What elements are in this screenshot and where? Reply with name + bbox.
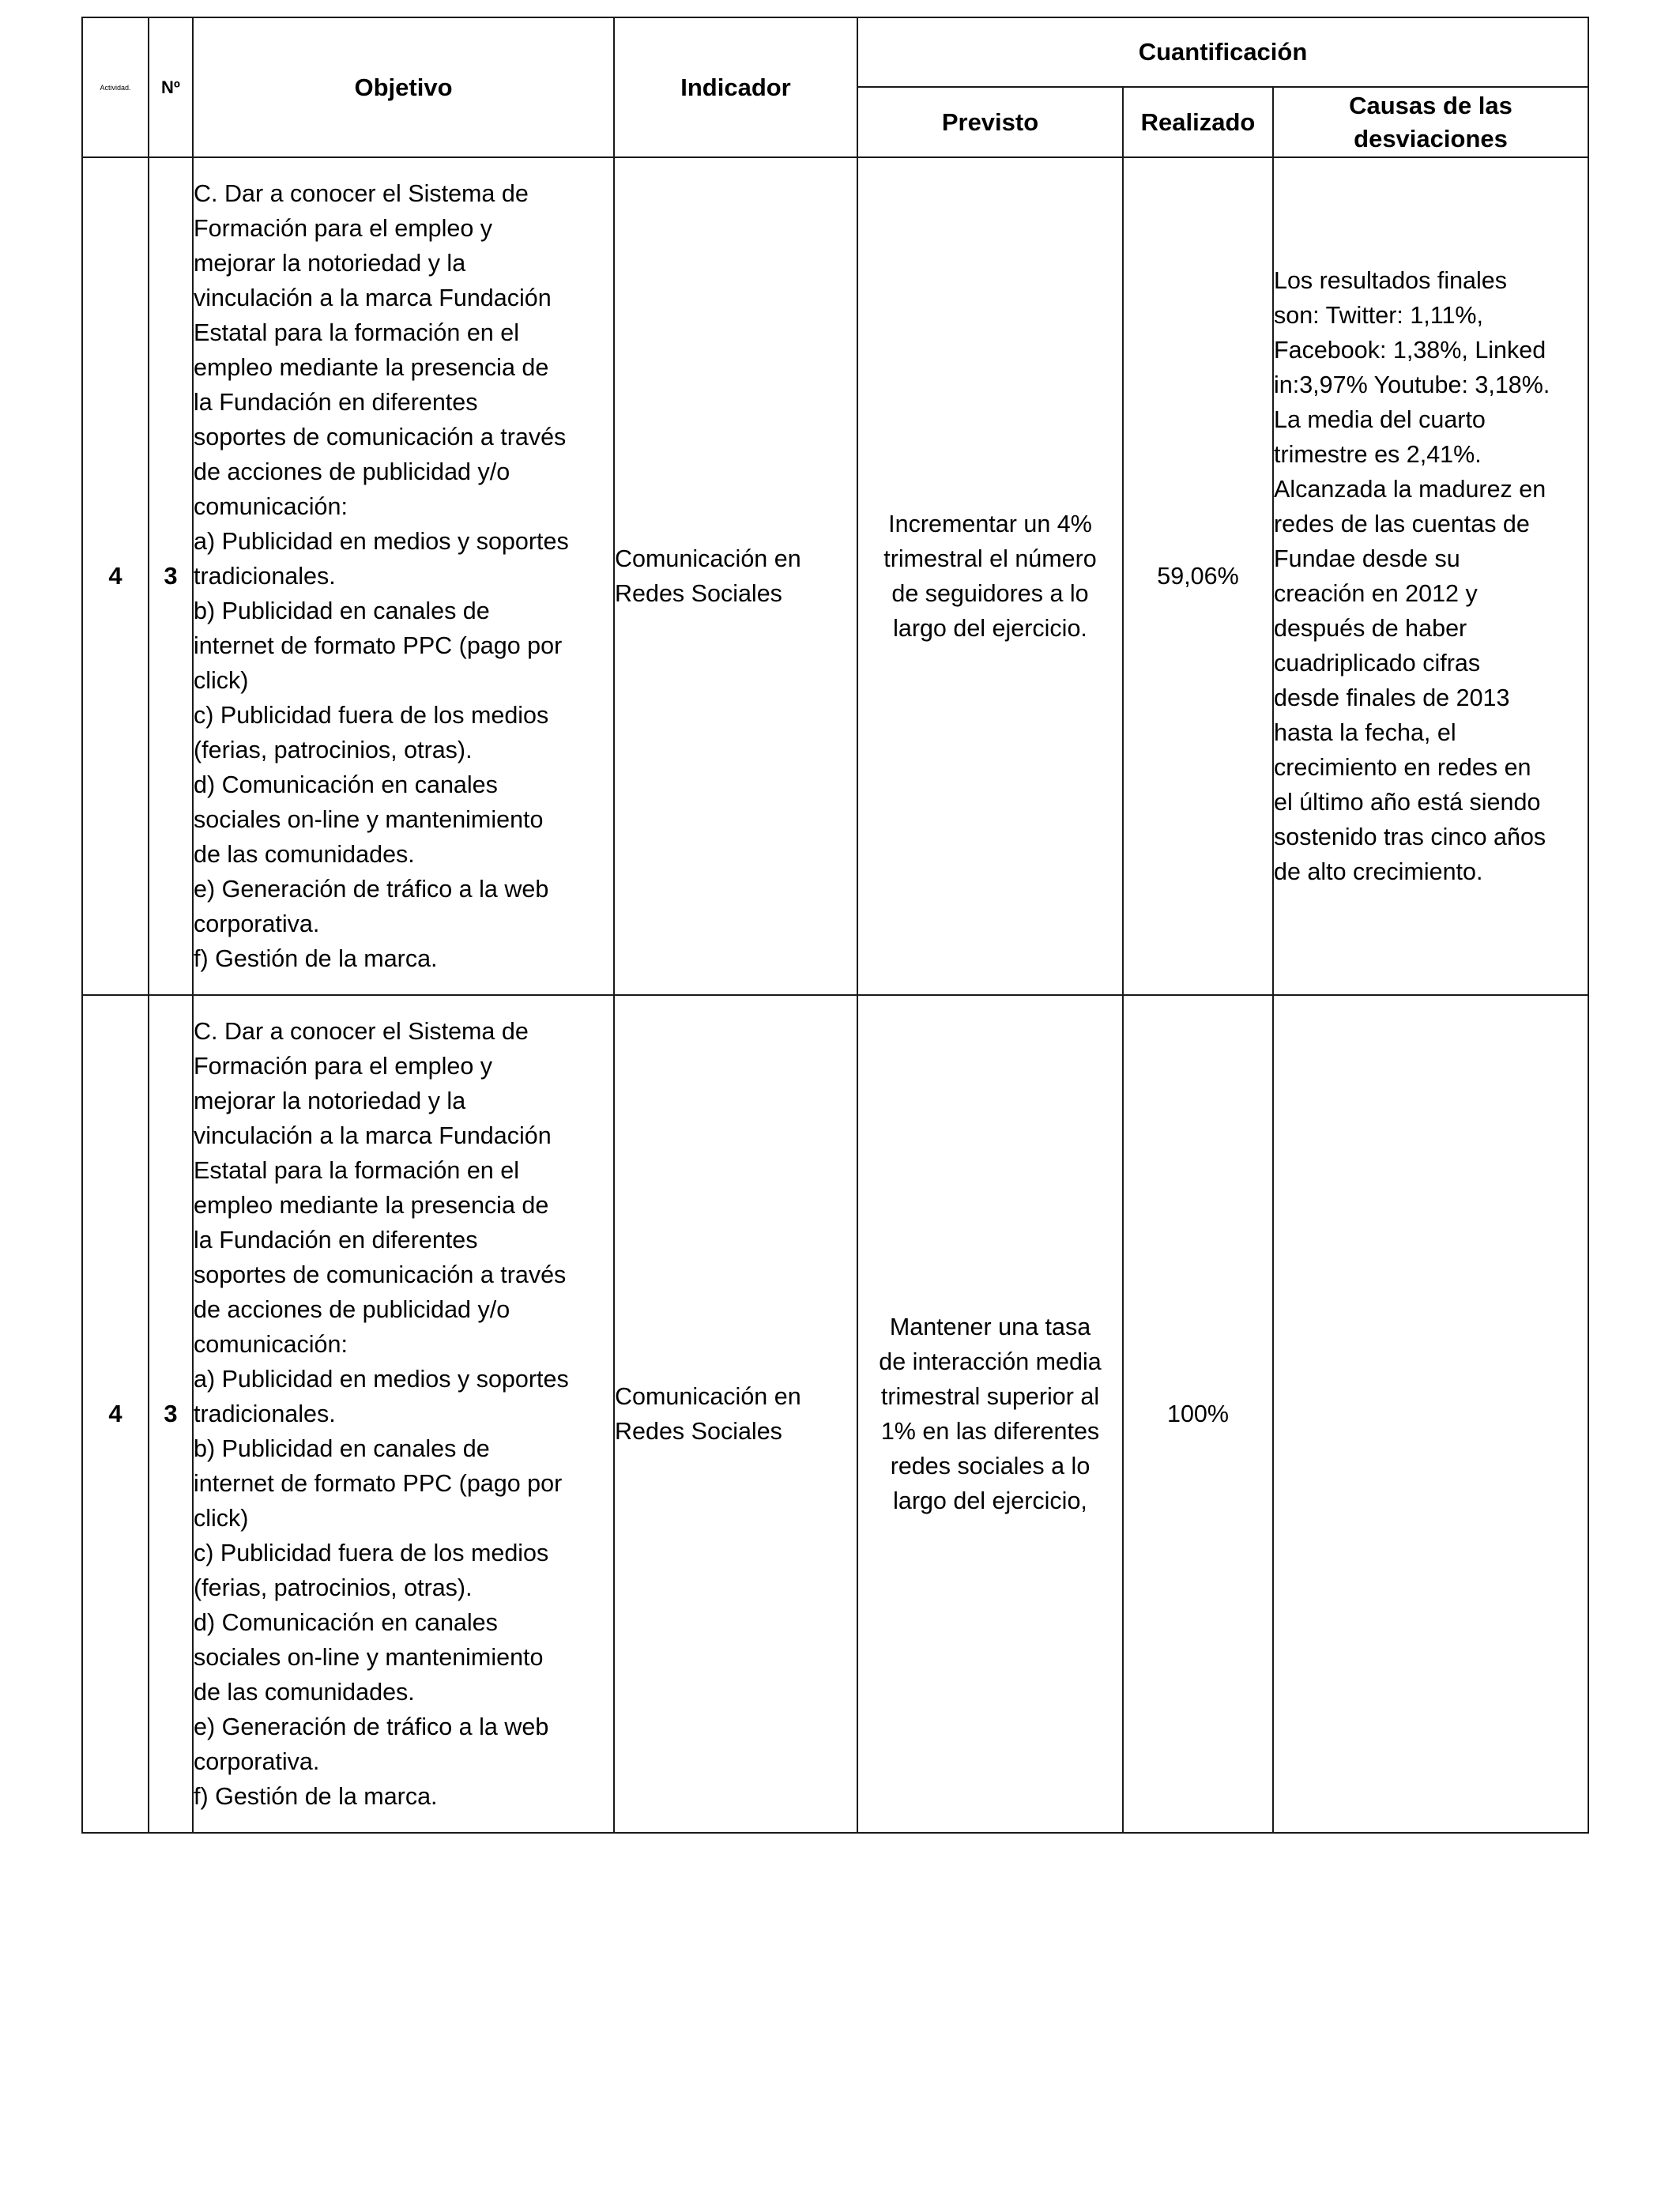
objetivo-line: corporativa. [194, 910, 320, 937]
causas-line: Facebook: 1,38%, Linked [1274, 337, 1546, 364]
causas-line: trimestre es 2,41%. [1274, 441, 1482, 468]
objetivo-line: e) Generación de tráfico a la web [194, 876, 549, 903]
previsto-line: largo del ejercicio. [893, 615, 1087, 642]
objetivo-line: de las comunidades. [194, 1679, 415, 1706]
objetivo-line: c) Publicidad fuera de los medios [194, 702, 549, 729]
causas-line: el último año está siendo [1274, 789, 1541, 816]
previsto-line: Incrementar un 4% [888, 511, 1092, 537]
causas-line: son: Twitter: 1,11%, [1274, 302, 1484, 329]
objetivo-line: a) Publicidad en medios y soportes [194, 528, 569, 555]
header-causas-line: Causas de las [1349, 91, 1512, 119]
indicador-line: Comunicación en [615, 545, 801, 572]
header-indicador: Indicador [614, 17, 857, 157]
objetivo-line: mejorar la notoriedad y la [194, 1088, 466, 1114]
cell-actividad: 4 [82, 995, 149, 1833]
objetivo-line: Formación para el empleo y [194, 1053, 493, 1080]
objetivo-line: Estatal para la formación en el [194, 1157, 519, 1184]
causas-line: La media del cuarto [1274, 406, 1486, 433]
objetivo-line: e) Generación de tráfico a la web [194, 1713, 549, 1740]
cell-realizado: 100% [1123, 995, 1273, 1833]
indicador-line: Comunicación en [615, 1383, 801, 1410]
objetivo-line: sociales on-line y mantenimiento [194, 806, 544, 833]
cell-realizado: 59,06% [1123, 157, 1273, 995]
table-row [82, 157, 1588, 995]
header-realizado: Realizado [1123, 87, 1273, 157]
objetivo-line: la Fundación en diferentes [194, 389, 478, 416]
objetivo-line: soportes de comunicación a través [194, 1261, 567, 1288]
objetivo-line: de acciones de publicidad y/o [194, 1296, 510, 1323]
header-no: Nº [149, 17, 193, 157]
objetivo-line: mejorar la notoriedad y la [194, 250, 466, 277]
header-causas [1273, 87, 1588, 157]
header-cuantificacion: Cuantificación [857, 17, 1588, 87]
causas-line: Los resultados finales [1274, 267, 1508, 294]
causas-line: después de haber [1274, 615, 1467, 642]
objetivo-line: tradicionales. [194, 1400, 336, 1427]
causas-line: de alto crecimiento. [1274, 858, 1483, 885]
objetivo-line: de las comunidades. [194, 841, 415, 868]
cell-no: 3 [149, 995, 193, 1833]
objetivo-line: empleo mediante la presencia de [194, 354, 549, 381]
cell-objetivo [193, 995, 614, 1833]
objetivo-line: click) [194, 1505, 249, 1532]
objetivo-line: tradicionales. [194, 563, 336, 590]
causas-line: redes de las cuentas de [1274, 511, 1530, 537]
previsto-line: trimestral superior al [880, 1383, 1100, 1410]
cell-actividad: 4 [82, 157, 149, 995]
header-row-1 [82, 17, 1588, 87]
objetivo-line: (ferias, patrocinios, otras). [194, 1574, 473, 1601]
table-row [82, 995, 1588, 1833]
objetivo-line: Formación para el empleo y [194, 215, 493, 242]
objetivo-line: C. Dar a conocer el Sistema de [194, 1018, 529, 1045]
indicador-line: Redes Sociales [615, 1418, 782, 1445]
causas-line: cuadriplicado cifras [1274, 650, 1481, 677]
objetivo-line: a) Publicidad en medios y soportes [194, 1366, 569, 1393]
objetivo-line: corporativa. [194, 1748, 320, 1775]
objetivo-line: comunicación: [194, 493, 348, 520]
causas-line: sostenido tras cinco años [1274, 824, 1546, 850]
objetivo-line: f) Gestión de la marca. [194, 1783, 438, 1810]
objetivo-line: d) Comunicación en canales [194, 1609, 498, 1636]
header-objetivo: Objetivo [193, 17, 614, 157]
objetivo-line: b) Publicidad en canales de [194, 1435, 490, 1462]
objetivo-line: d) Comunicación en canales [194, 771, 498, 798]
objetivo-line: Estatal para la formación en el [194, 319, 519, 346]
cell-objetivo [193, 157, 614, 995]
header-actividad: Actividad. [82, 17, 149, 157]
previsto-line: trimestral el número [883, 545, 1097, 572]
previsto-line: Mantener una tasa [889, 1314, 1091, 1340]
cell-previsto [857, 157, 1123, 995]
objetivo-line: la Fundación en diferentes [194, 1227, 478, 1253]
objetivo-line: b) Publicidad en canales de [194, 598, 490, 624]
cell-no: 3 [149, 157, 193, 995]
causas-line: desde finales de 2013 [1274, 684, 1510, 711]
indicador-line: Redes Sociales [615, 580, 782, 607]
previsto-line: de interacción media [879, 1348, 1102, 1375]
cell-indicador [614, 995, 857, 1833]
objetivo-line: de acciones de publicidad y/o [194, 458, 510, 485]
previsto-line: 1% en las diferentes [880, 1418, 1100, 1445]
objetivo-line: comunicación: [194, 1331, 348, 1358]
objetivo-line: internet de formato PPC (pago por [194, 1470, 563, 1497]
header-causas-line: desviaciones [1354, 124, 1508, 153]
objetivo-line: f) Gestión de la marca. [194, 945, 438, 972]
objetivo-line: internet de formato PPC (pago por [194, 632, 563, 659]
causas-line: hasta la fecha, el [1274, 719, 1456, 746]
objetivo-line: vinculación a la marca Fundación [194, 1122, 552, 1149]
causas-line: creación en 2012 y [1274, 580, 1478, 607]
causas-line: in:3,97% Youtube: 3,18%. [1274, 371, 1550, 398]
objetivo-line: empleo mediante la presencia de [194, 1192, 549, 1219]
objetivo-line: c) Publicidad fuera de los medios [194, 1540, 549, 1566]
cell-causas [1273, 157, 1588, 995]
objetivo-line: sociales on-line y mantenimiento [194, 1644, 544, 1671]
objetivo-line: vinculación a la marca Fundación [194, 285, 552, 311]
cell-previsto [857, 995, 1123, 1833]
cell-indicador [614, 157, 857, 995]
previsto-line: de seguidores a lo [891, 580, 1089, 607]
causas-line: crecimiento en redes en [1274, 754, 1531, 781]
previsto-line: largo del ejercicio, [893, 1487, 1087, 1514]
indicators-table [81, 17, 1589, 1834]
objetivo-line: C. Dar a conocer el Sistema de [194, 180, 529, 207]
previsto-line: redes sociales a lo [890, 1453, 1090, 1480]
header-previsto: Previsto [857, 87, 1123, 157]
objetivo-line: soportes de comunicación a través [194, 424, 567, 450]
objetivo-line: (ferias, patrocinios, otras). [194, 737, 473, 763]
causas-line: Alcanzada la madurez en [1274, 476, 1546, 503]
cell-causas [1273, 995, 1588, 1833]
objetivo-line: click) [194, 667, 249, 694]
causas-line: Fundae desde su [1274, 545, 1460, 572]
